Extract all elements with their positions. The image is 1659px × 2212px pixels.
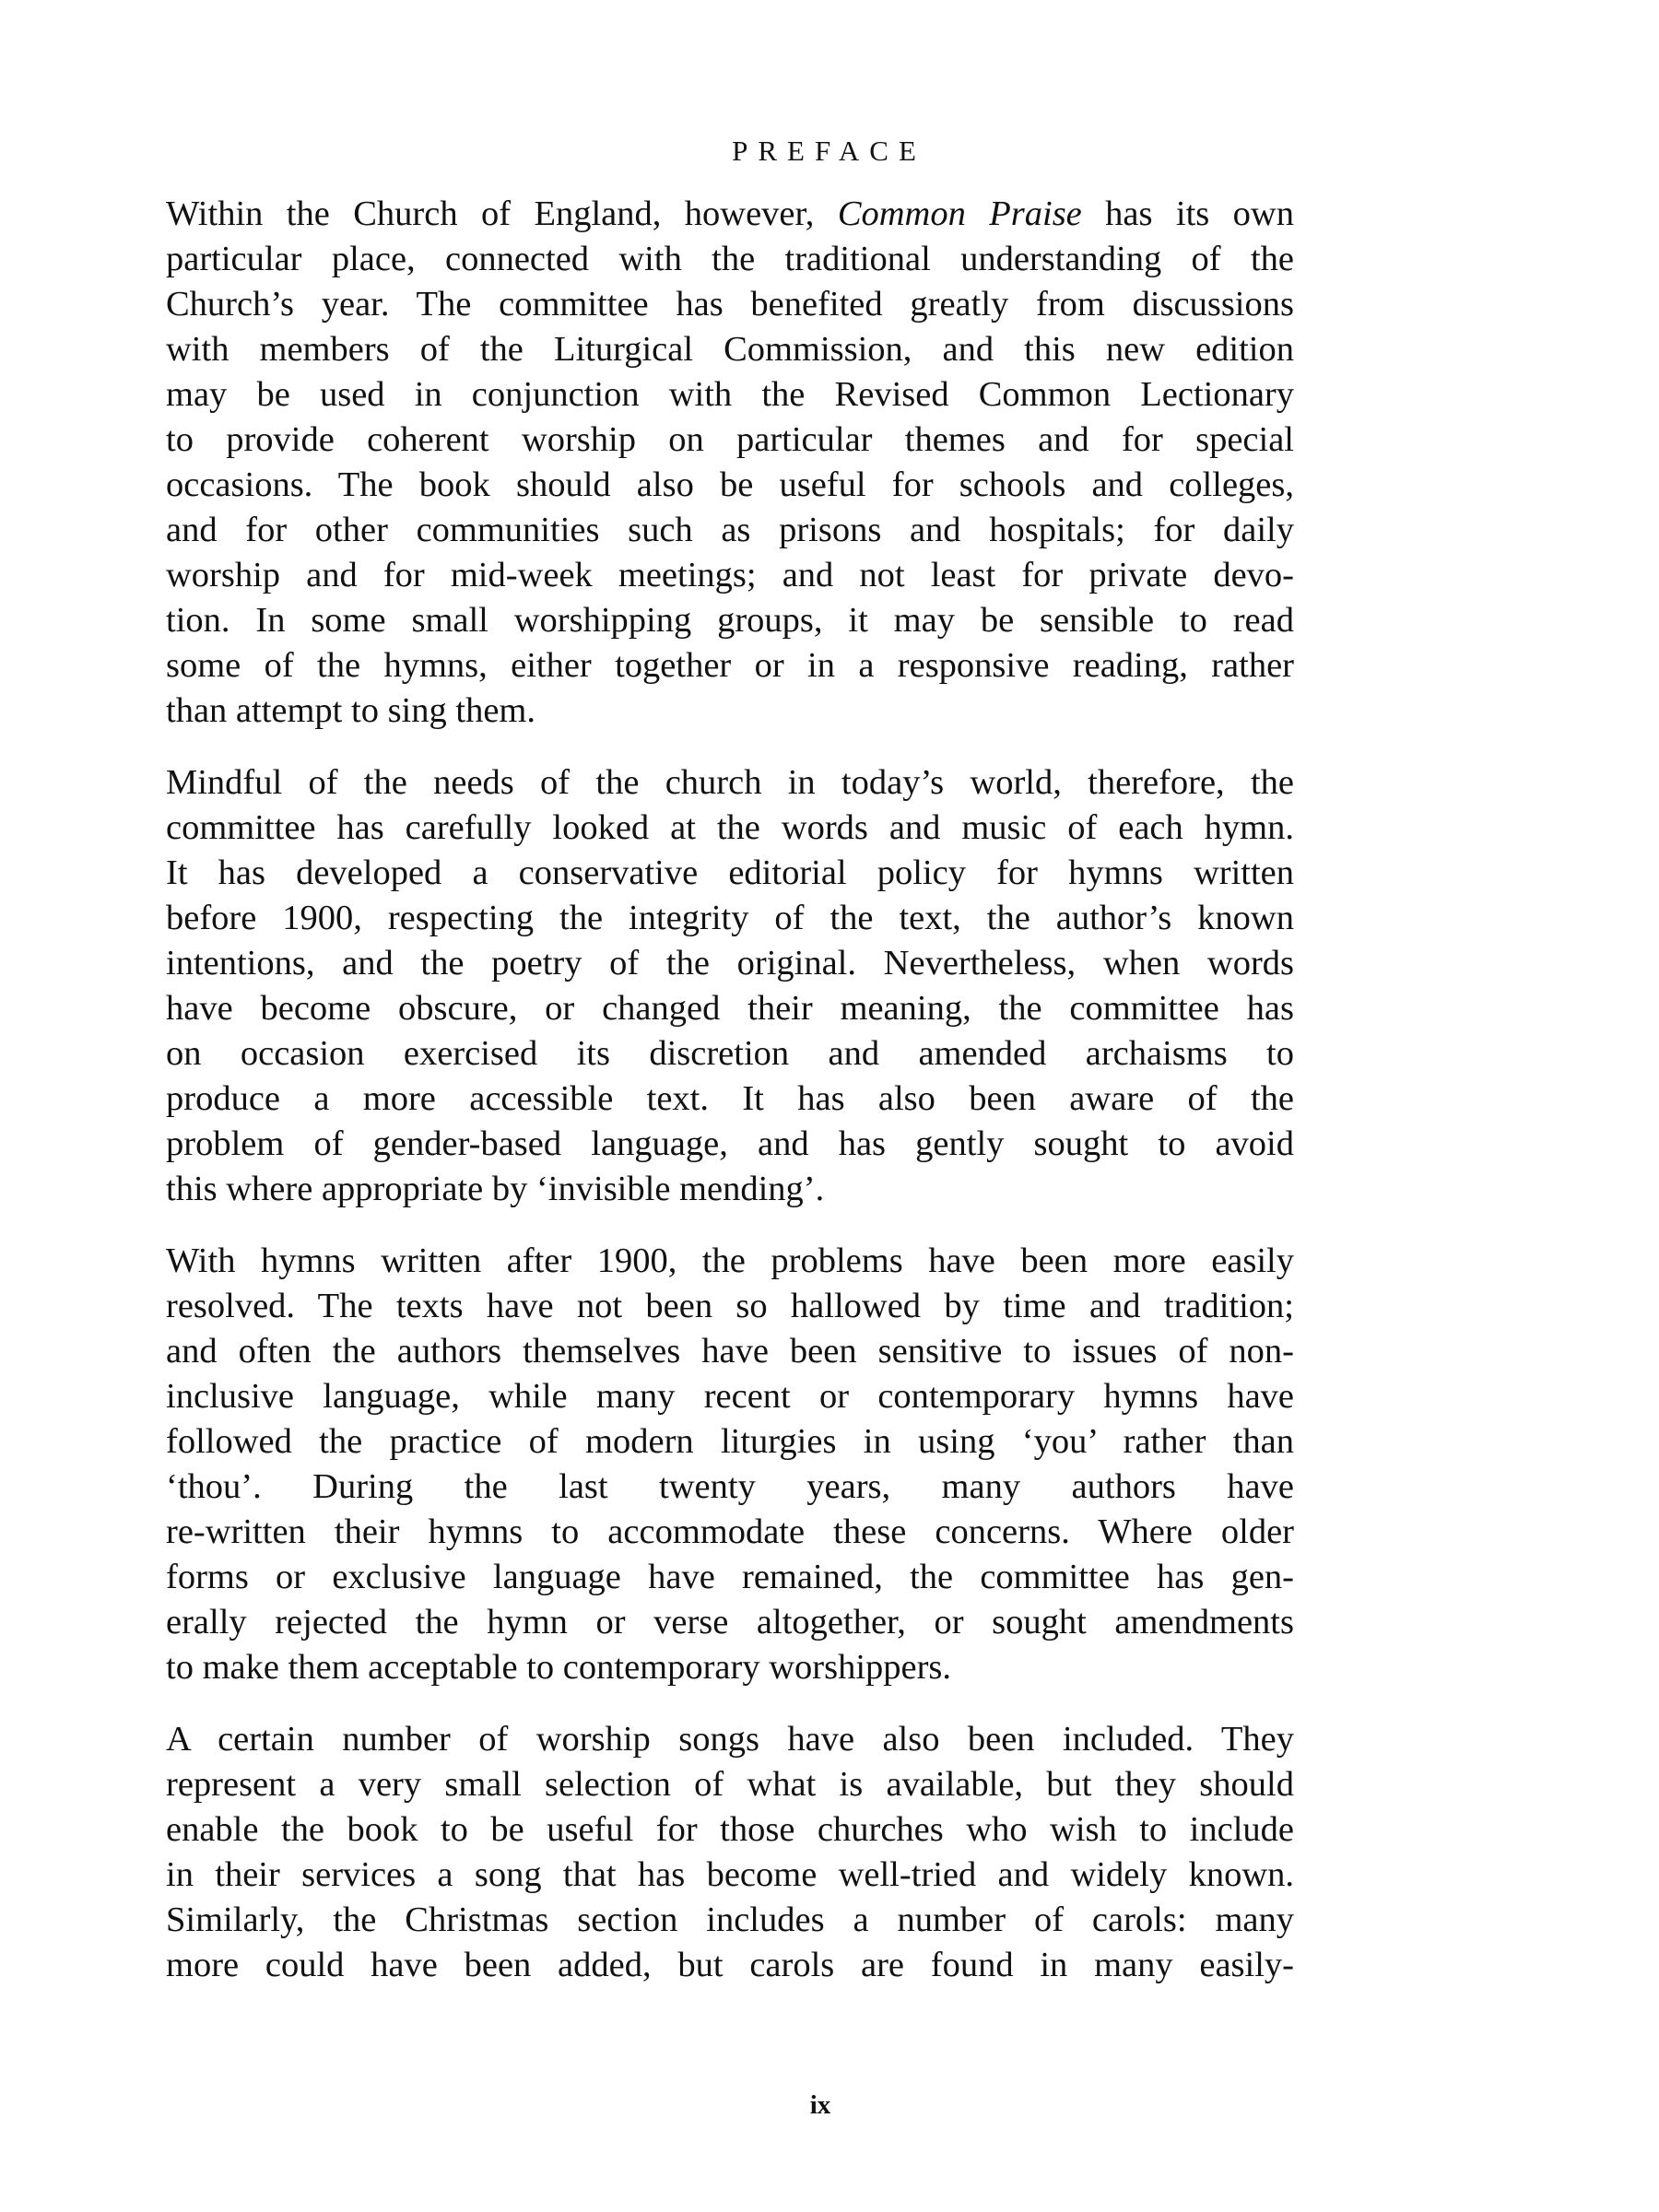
text-line: [166, 1510, 1294, 1555]
text-line: [166, 237, 1294, 282]
text-line: [166, 1329, 1294, 1374]
text-segment: on occasion exercised its discretion and amended archaisms to: [166, 1034, 1294, 1073]
text-segment: Church’s year. The committee has benefited greatly from discussions: [166, 285, 1294, 324]
text-line: [166, 941, 1294, 986]
running-head: PREFACE: [732, 135, 926, 167]
text-line: [166, 508, 1294, 553]
text-line: [166, 896, 1294, 941]
text-line: [166, 1419, 1294, 1465]
text-line: [166, 598, 1294, 643]
text-line: [166, 553, 1294, 598]
text-segment: tion. In some small worshipping groups, it may be sensible to read: [166, 601, 1294, 640]
text-line: [166, 806, 1294, 851]
text-line: [166, 1465, 1294, 1510]
text-line: [166, 1284, 1294, 1329]
text-segment: forms or exclusive language have remained, the committee has gen-: [166, 1558, 1294, 1596]
text-line: [166, 1762, 1294, 1807]
text-segment: Similarly, the Christmas section includes a number of carols: many: [166, 1900, 1294, 1939]
text-segment: Mindful of the needs of the church in today’s world, therefore, the: [166, 763, 1294, 802]
text-line: [166, 1853, 1294, 1898]
text-segment: ‘thou’. During the last twenty years, many authors have: [166, 1467, 1294, 1506]
preface-body-text: [166, 192, 1294, 2015]
text-segment: and often the authors themselves have been sensitive to issues of non-: [166, 1332, 1294, 1371]
text-segment: resolved. The texts have not been so hallowed by time and tradition;: [166, 1287, 1294, 1325]
text-segment: may be used in conjunction with the Revised Common Lectionary: [166, 375, 1294, 414]
text-segment: committee has carefully looked at the words and music of each hymn.: [166, 808, 1294, 847]
text-segment: has its own: [1081, 194, 1294, 233]
paragraph: [166, 1239, 1294, 1690]
text-line: [166, 1645, 1294, 1690]
text-line: [166, 372, 1294, 418]
text-line: [166, 1600, 1294, 1645]
text-line: [166, 327, 1294, 372]
text-line: [166, 1555, 1294, 1600]
text-line: [166, 1943, 1294, 1988]
text-line: [166, 986, 1294, 1031]
text-segment: in their services a song that has become well-tried and widely known.: [166, 1855, 1294, 1894]
text-segment: more could have been added, but carols are found in many easily-: [166, 1946, 1294, 1984]
text-segment: Within the Church of England, however,: [166, 194, 838, 233]
paragraph: [166, 192, 1294, 734]
text-line: [166, 1717, 1294, 1762]
text-segment: particular place, connected with the traditional understanding of the: [166, 240, 1294, 278]
text-segment: produce a more accessible text. It has also been aware of the: [166, 1079, 1294, 1118]
text-line: [166, 192, 1294, 237]
paragraph: [166, 1717, 1294, 1988]
text-line: [166, 688, 1294, 734]
text-line: [166, 463, 1294, 508]
text-segment: A certain number of worship songs have also been included. They: [166, 1720, 1294, 1759]
text-segment: intentions, and the poetry of the original. Nevertheless, when words: [166, 944, 1294, 982]
text-line: [166, 1031, 1294, 1077]
text-line: [166, 282, 1294, 327]
text-segment: and for other communities such as prisons and hospitals; for daily: [166, 511, 1294, 549]
text-line: [166, 1898, 1294, 1943]
text-segment: to make them acceptable to contemporary worshippers.: [166, 1648, 952, 1687]
text-line: [166, 1167, 1294, 1212]
text-line: [166, 851, 1294, 896]
text-segment: re-written their hymns to accommodate these concerns. Where older: [166, 1512, 1294, 1551]
text-line: [166, 1239, 1294, 1284]
text-segment: to provide coherent worship on particular themes and for special: [166, 420, 1294, 459]
text-segment: With hymns written after 1900, the problems have been more easily: [166, 1241, 1294, 1280]
text-line: [166, 1807, 1294, 1853]
text-line: [166, 1122, 1294, 1167]
book-title-italic: Common Praise: [837, 194, 1082, 233]
text-segment: before 1900, respecting the integrity of the text, the author’s known: [166, 899, 1294, 937]
text-segment: this where appropriate by ‘invisible mending’.: [166, 1170, 825, 1208]
text-segment: occasions. The book should also be useful for schools and colleges,: [166, 465, 1294, 504]
text-segment: enable the book to be useful for those churches who wish to include: [166, 1810, 1294, 1849]
paragraph: [166, 760, 1294, 1212]
text-line: [166, 643, 1294, 688]
page-number: ix: [809, 2090, 831, 2120]
text-line: [166, 1374, 1294, 1419]
text-segment: followed the practice of modern liturgies in using ‘you’ rather than: [166, 1422, 1294, 1461]
text-segment: represent a very small selection of what is available, but they should: [166, 1765, 1294, 1804]
text-segment: inclusive language, while many recent or contemporary hymns have: [166, 1377, 1294, 1416]
text-segment: some of the hymns, either together or in a responsive reading, rather: [166, 646, 1294, 685]
text-line: [166, 1077, 1294, 1122]
text-segment: worship and for mid-week meetings; and not least for private devo-: [166, 556, 1294, 594]
text-segment: It has developed a conservative editorial policy for hymns written: [166, 853, 1294, 892]
text-segment: with members of the Liturgical Commission, and this new edition: [166, 330, 1294, 369]
text-segment: erally rejected the hymn or verse altogether, or sought amendments: [166, 1603, 1294, 1641]
text-segment: problem of gender-based language, and has gently sought to avoid: [166, 1124, 1294, 1163]
text-line: [166, 760, 1294, 806]
text-segment: than attempt to sing them.: [166, 691, 535, 730]
text-segment: have become obscure, or changed their meaning, the committee has: [166, 989, 1294, 1028]
text-line: [166, 418, 1294, 463]
